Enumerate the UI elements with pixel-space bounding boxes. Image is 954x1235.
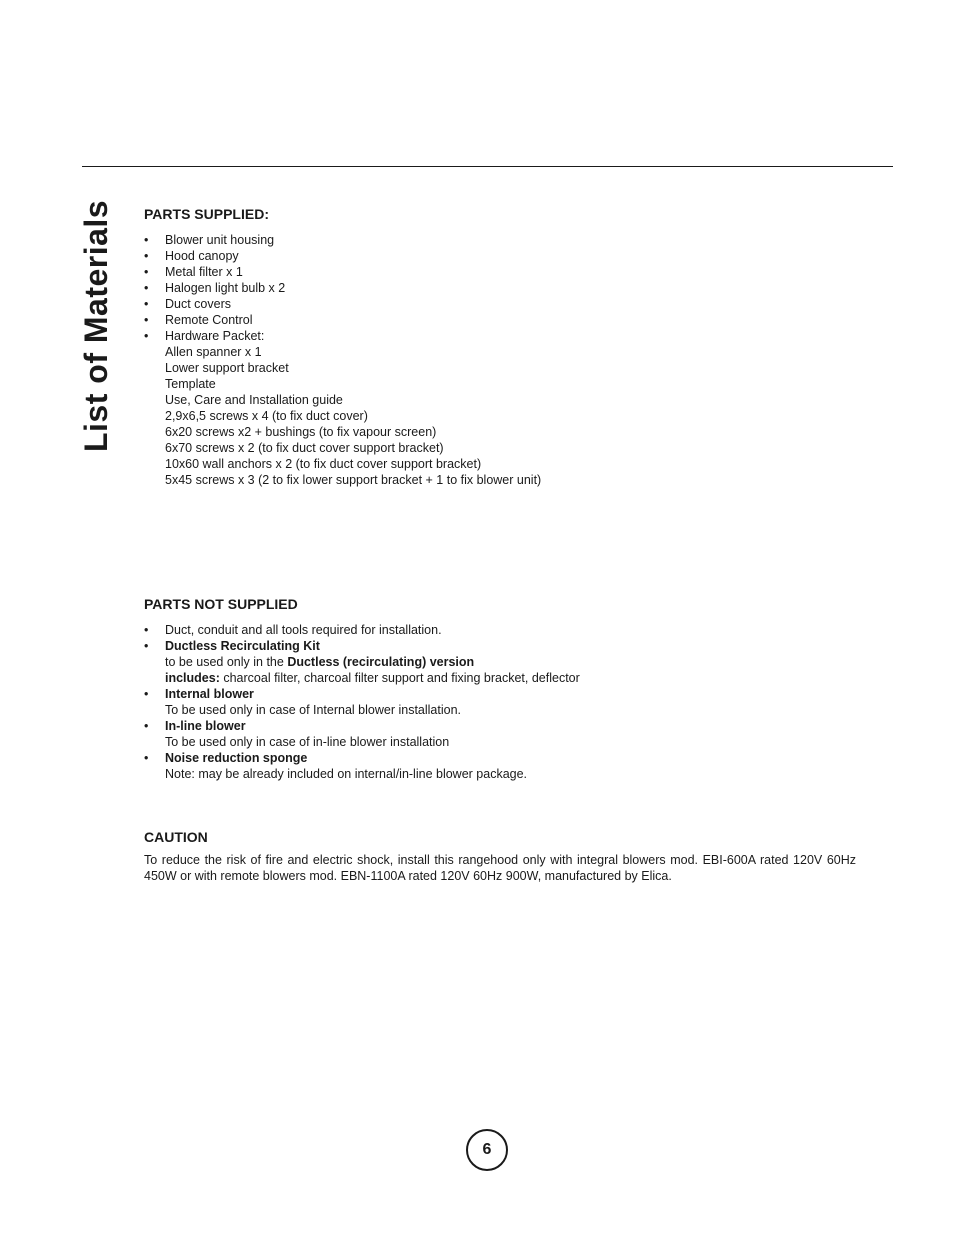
list-item: • Duct, conduit and all tools required for installation. <box>144 622 864 638</box>
caution-section <box>144 828 856 884</box>
noise-sponge-note: Note: may be already included on internal/in-line blower package. <box>165 767 528 781</box>
list-item: • Halogen light bulb x 2 <box>144 280 864 296</box>
internal-blower-title: • Internal blower <box>165 687 254 701</box>
noise-sponge-title: • Noise reduction sponge <box>165 751 308 765</box>
hardware-line: 5x45 screws x 3 (2 to fix lower support bracket + 1 to fix blower unit) <box>165 473 542 487</box>
page-content <box>144 205 864 883</box>
inline-blower-item <box>144 718 864 750</box>
hardware-line: 10x60 wall anchors x 2 (to fix duct cover support bracket) <box>165 457 482 471</box>
caution-text: To reduce the risk of fire and electric shock, install this rangehood only with integral blowers mod. EBI-600A rated 120V 60Hz 450W or with remote blowers mod. EBN-1100A rated 120V 60Hz 900W, manufactured by Elica. <box>144 853 856 883</box>
hardware-line: 6x70 screws x 2 (to fix duct cover support bracket) <box>165 441 444 455</box>
list-item: • Duct covers <box>144 296 864 312</box>
section-side-title: List of Materials <box>78 199 114 452</box>
hardware-line: Allen spanner x 1 <box>165 345 262 359</box>
header-rule <box>82 166 893 167</box>
page-number: 6 <box>482 1141 492 1158</box>
page-number-badge <box>466 1129 508 1171</box>
hardware-line: 2,9x6,5 screws x 4 (to fix duct cover) <box>165 409 368 423</box>
ductless-kit-usage <box>165 654 864 670</box>
list-item: • Metal filter x 1 <box>144 264 864 280</box>
list-item: • Hood canopy <box>144 248 864 264</box>
hardware-line: Lower support bracket <box>165 361 289 375</box>
ductless-version-label: Ductless (recirculating) version <box>287 655 475 669</box>
ductless-kit-usage-text: to be used only in the <box>165 655 288 669</box>
list-item: • Remote Control <box>144 312 864 328</box>
hardware-line: 6x20 screws x2 + bushings (to fix vapour screen) <box>165 425 437 439</box>
includes-label: includes: <box>165 671 220 685</box>
inline-blower-note: To be used only in case of in-line blower installation <box>165 735 450 749</box>
hardware-line: Use, Care and Installation guide <box>165 393 343 407</box>
ductless-kit-item <box>144 638 864 686</box>
caution-heading: CAUTION <box>144 829 208 845</box>
hardware-packet-item <box>144 328 864 488</box>
parts-supplied-list <box>144 232 864 488</box>
parts-not-supplied-list <box>144 622 864 782</box>
internal-blower-note: To be used only in case of Internal blower installation. <box>165 703 462 717</box>
hardware-line: Template <box>165 377 216 391</box>
ductless-kit-includes <box>165 670 864 686</box>
parts-not-supplied-heading: PARTS NOT SUPPLIED <box>144 596 298 612</box>
internal-blower-item <box>144 686 864 718</box>
includes-text: charcoal filter, charcoal filter support and fixing bracket, deflector <box>219 671 580 685</box>
hardware-packet-label: • Hardware Packet: <box>165 329 265 343</box>
parts-not-supplied-section <box>144 595 864 782</box>
list-item: • Blower unit housing <box>144 232 864 248</box>
noise-sponge-item <box>144 750 864 782</box>
ductless-kit-title: • Ductless Recirculating Kit <box>165 639 320 653</box>
parts-supplied-heading: PARTS SUPPLIED: <box>144 206 269 222</box>
inline-blower-title: • In-line blower <box>165 719 246 733</box>
